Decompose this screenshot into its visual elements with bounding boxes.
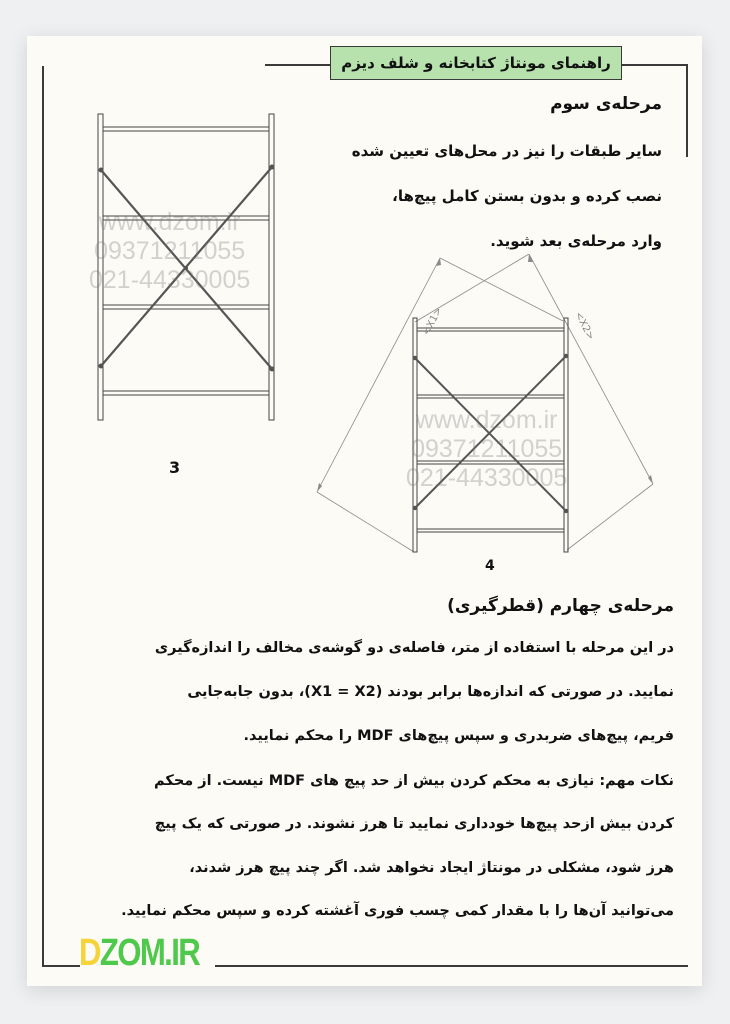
watermark-phone-1: 09371211055 xyxy=(411,435,563,463)
step3-line-1: سایر طبقات را نیز در محل‌های تعیین شده xyxy=(351,142,662,160)
watermark-url: www.dzom.ir xyxy=(415,406,558,434)
watermark-fig3 xyxy=(89,208,250,295)
step4-line-2: نمایید. در صورتی که اندازه‌ها برابر بودند (X1 = X2)، بدون جابه‌جایی xyxy=(187,684,674,700)
figure-4-label: 4 xyxy=(485,558,495,574)
fig4-shelf-2 xyxy=(417,395,564,398)
step3-line-2: نصب کرده و بدون بستن کامل پیچ‌ها، xyxy=(392,187,662,205)
fig3-shelf-1 xyxy=(103,127,269,131)
step3-heading: مرحله‌ی سوم xyxy=(550,94,662,114)
watermark-phone-1: 09371211055 xyxy=(94,237,246,265)
frame-left-line xyxy=(42,66,44,966)
fig3-shelf-4 xyxy=(103,391,269,395)
fig3-right-post xyxy=(269,114,274,420)
document-page xyxy=(27,36,702,986)
figure-3-label: 3 xyxy=(169,458,181,477)
notes-line-3: هرز شود، مشکلی در مونتاژ ایجاد نخواهد شد. اگر چند پیچ هرز شدند، xyxy=(189,860,674,876)
notes-line-1: نکات مهم: نیازی به محکم کردن بیش از حد پیچ های MDF نیست. از محکم xyxy=(154,773,674,789)
watermark-url: www.dzom.ir xyxy=(98,208,241,236)
fig4-shelf-4 xyxy=(417,529,564,532)
step3-line-3: وارد مرحله‌ی بعد شوید. xyxy=(490,232,662,250)
fig4-shelf-1 xyxy=(417,328,564,331)
frame-top-left-line xyxy=(265,64,331,66)
x1-label: <X1> xyxy=(420,305,445,338)
watermark-phone-2: 021-44330005 xyxy=(406,464,568,492)
frame-top-right-line xyxy=(621,64,687,66)
logo-letter-d: D xyxy=(79,932,100,974)
frame-bottom-right-line xyxy=(215,965,688,967)
fig3-shelf-3 xyxy=(103,305,269,309)
frame-right-line xyxy=(686,64,688,157)
dzom-logo xyxy=(79,932,199,975)
watermark-phone-2: 021-44330005 xyxy=(89,266,251,294)
document-title-text: راهنمای مونتاژ کتابخانه و شلف دیزم xyxy=(341,54,611,72)
logo-text: ZOM.IR xyxy=(99,932,200,974)
watermark-fig4 xyxy=(406,406,567,493)
x2-label: <X2> xyxy=(572,310,597,342)
step4-line-1: در این مرحله با استفاده از متر، فاصله‌ی دو گوشه‌ی مخالف را اندازه‌گیری xyxy=(154,640,674,656)
frame-bottom-left-line xyxy=(42,965,80,967)
document-title xyxy=(330,46,622,80)
step4-line-3: فریم، پیچ‌های ضربدری و سپس پیچ‌های MDF را محکم نمایید. xyxy=(243,728,674,744)
notes-line-2: کردن بیش ازحد پیچ‌ها خودداری نمایید تا هرز نشوند. در صورتی که یک پیچ xyxy=(154,816,674,832)
step4-heading: مرحله‌ی چهارم (قطرگیری) xyxy=(447,596,674,616)
notes-line-4: می‌توانید آن‌ها را با مقدار کمی چسب فوری آغشته کرده و سپس محکم نمایید. xyxy=(121,903,674,919)
